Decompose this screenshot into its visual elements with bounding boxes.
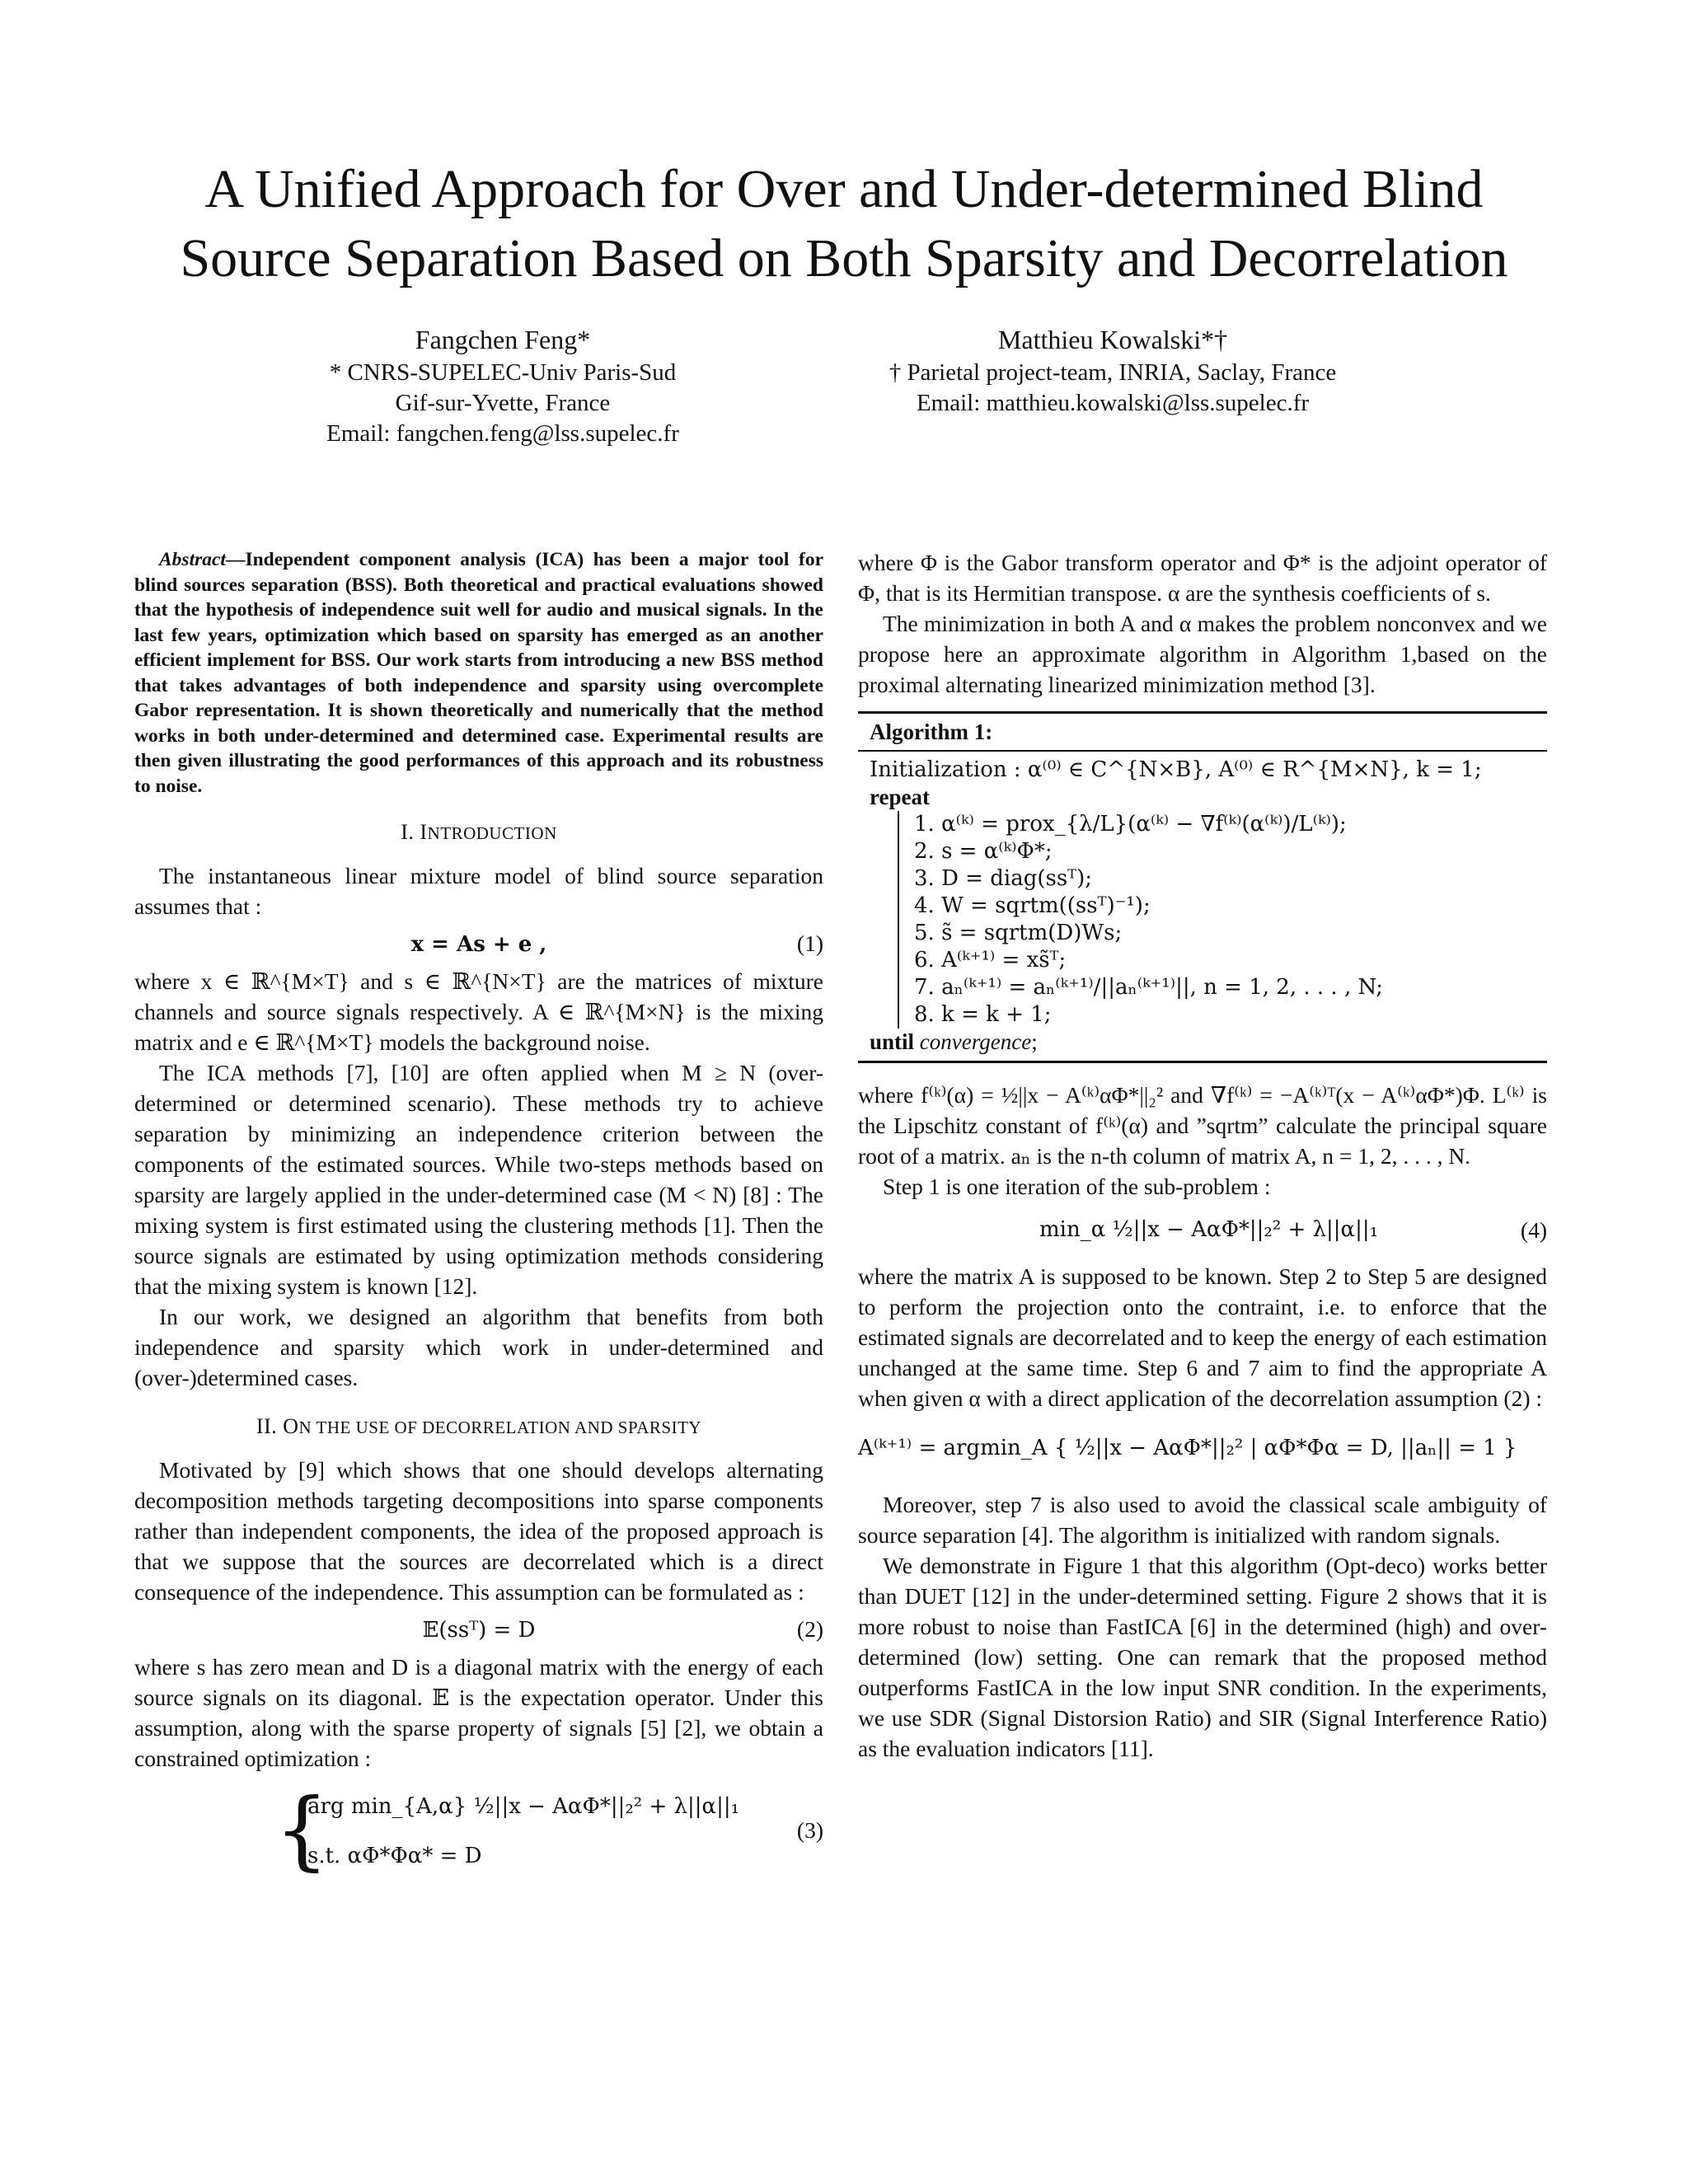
abstract-text: —Independent component analysis (ICA) has been a major tool for blind sources separation (BSS). Both theoretical and practical evaluations showed that the hypothesis of independence suit well for audio and musical signals. In the last few years, optimization which based on sparsity has emerged as an another efficient implement for BSS. Our work starts from introducing a new BSS method that takes advantages of both independence and sparsity using overcomplete Gabor representation. It is shown theoretically and numerically that the method works in both under-determined and determined case. Experimental results are then given illustrating the good performances of this approach and its robustness to noise. <box>134 549 823 797</box>
algorithm-step: 2. s = α⁽ᵏ⁾Φ*; <box>914 839 1053 864</box>
algorithm-step: 7. aₙ⁽ᵏ⁺¹⁾ = aₙ⁽ᵏ⁺¹⁾/||aₙ⁽ᵏ⁺¹⁾||, n = 1, 2, . . . , N; <box>914 975 1384 1000</box>
title-line-1: A Unified Approach for Over and Under-determined Blind <box>204 159 1484 219</box>
author-block-1 <box>247 321 758 449</box>
left-column <box>134 547 823 1889</box>
equation-3 <box>134 1779 823 1881</box>
section-first-letter: I <box>420 820 428 844</box>
right-paragraph-6: Moreover, step 7 is also used to avoid the classical scale ambiguity of source separation [4]. The algorithm is initialized with random signals. <box>858 1492 1547 1548</box>
author-affiliation: † Parietal project-team, INRIA, Saclay, France <box>889 359 1337 386</box>
equation-5 <box>858 1422 1547 1479</box>
equation-3-line-2: s.t. αΦ*Φα* = D <box>307 1844 482 1868</box>
equation-3-brace: { <box>274 1779 330 1880</box>
right-column <box>858 547 1547 1764</box>
author-email: Email: fangchen.feng@lss.supelec.fr <box>326 420 679 447</box>
right-paragraph-2: The minimization in both A and α makes the problem nonconvex and we propose here an approximate algorithm in Algorithm 1,based on the proximal alternating linearized minimization method [3]. <box>858 611 1547 697</box>
equation-2-body: 𝔼(ssᵀ) = D <box>422 1618 536 1643</box>
section-first-letter: O <box>283 1414 299 1438</box>
equation-2 <box>134 1612 823 1647</box>
section-numeral: I. <box>401 820 420 844</box>
equation-1-body: x = As + e , <box>410 932 547 957</box>
section-rest: NTRODUCTION <box>427 823 557 843</box>
intro-paragraph-4: In our work, we designed an algorithm that benefits from both independence and sparsity which work in under-determined and (over-)determined cases. <box>134 1304 823 1390</box>
algorithm-until <box>870 1029 1536 1056</box>
abstract <box>134 547 823 799</box>
equation-5-body: A⁽ᵏ⁺¹⁾ = argmin_A { ½||x − AαΦ*||₂² | αΦ*Φα = D, ||aₙ|| = 1 } <box>858 1436 1517 1460</box>
decorr-paragraph-1: Motivated by [9] which shows that one should develops alternating decomposition methods targeting decompositions into sparse components rather than independent components, the idea of the proposed approach is that we suppose that the sources are decorrelated which is a direct consequence of the independence. This assumption can be formulated as : <box>134 1457 823 1605</box>
algorithm-1 <box>858 711 1547 1063</box>
author-name: Fangchen Feng* <box>415 325 591 354</box>
equation-4-number: (4) <box>1520 1217 1547 1243</box>
equation-1-number: (1) <box>796 930 823 956</box>
equation-4-body: min_α ½||x − AαΦ*||₂² + λ||α||₁ <box>1039 1217 1379 1242</box>
intro-paragraph-3: The ICA methods [7], [10] are often applied when M ≥ N (over-determined or determined scenario). These methods try to achieve separation by minimizing an independence criterion between the components of the estimated sources. While two-steps methods based on sparsity are largely applied in the under-determined case (M < N) [8] : The mixing system is first estimated using the clustering methods [1]. Then the source signals are estimated by using optimization methods considering that the mixing system is known [12]. <box>134 1060 823 1299</box>
algorithm-body <box>858 752 1547 1061</box>
section-rest: N THE USE OF DECORRELATION AND SPARSITY <box>298 1418 702 1437</box>
algorithm-init: Initialization : α⁽⁰⁾ ∈ C^{N×B}, A⁽⁰⁾ ∈ R^{M×N}, k = 1; <box>870 757 1482 782</box>
decorr-paragraph-2: where s has zero mean and D is a diagonal matrix with the energy of each source signals on its diagonal. 𝔼 is the expectation operator. Under this assumption, along with the sparse property of signals [5] [2], we obtain a constrained optimization : <box>134 1654 823 1771</box>
abstract-lead: Abstract <box>159 549 226 570</box>
equation-1 <box>134 926 823 961</box>
section-numeral: II. <box>256 1414 284 1438</box>
author-location: Gif-sur-Yvette, France <box>395 390 611 416</box>
algorithm-until-end: ; <box>1031 1029 1038 1054</box>
right-paragraph-4: Step 1 is one iteration of the sub-problem : <box>883 1174 1271 1199</box>
equation-2-number: (2) <box>796 1616 823 1642</box>
author-block-2 <box>832 321 1393 419</box>
author-email: Email: matthieu.kowalski@lss.supelec.fr <box>916 390 1310 416</box>
algorithm-step: 6. A⁽ᵏ⁺¹⁾ = xs̃ᵀ; <box>914 948 1067 972</box>
author-affiliation: * CNRS-SUPELEC-Univ Paris-Sud <box>329 359 677 386</box>
algorithm-step: 5. s̃ = sqrtm(D)Ws; <box>914 921 1123 945</box>
equation-3-number: (3) <box>796 1817 823 1843</box>
section-heading-decorrelation <box>134 1411 823 1443</box>
equation-3-line-1: arg min_{A,α} ½||x − AαΦ*||₂² + λ||α||₁ <box>307 1794 740 1819</box>
right-paragraph-5: where the matrix A is supposed to be known. Step 2 to Step 5 are designed to perform the projection onto the contraint, i.e. to enforce that the estimated signals are decorrelated and to keep the energy of each estimation unchanged at the same time. Step 6 and 7 aim to find the appropriate A when given α with a direct application of the decorrelation assumption (2) : <box>858 1263 1547 1411</box>
title-line-2: Source Separation Based on Both Sparsity and Decorrelation <box>180 228 1508 288</box>
algorithm-step: 1. α⁽ᵏ⁾ = prox_{λ/L}(α⁽ᵏ⁾ − ∇f⁽ᵏ⁾(α⁽ᵏ⁾)/L⁽ᵏ⁾); <box>914 812 1347 837</box>
algorithm-title: Algorithm 1: <box>858 714 1547 752</box>
algorithm-steps <box>898 811 1536 1029</box>
right-paragraph-1: where Φ is the Gabor transform operator and Φ* is the adjoint operator of Φ, that is its Hermitian transpose. α are the synthesis coefficients of s. <box>858 550 1547 606</box>
algorithm-until-condition: convergence <box>919 1029 1032 1054</box>
paper-title <box>115 155 1573 293</box>
intro-paragraph-1: The instantaneous linear mixture model of blind source separation assumes that : <box>134 863 823 919</box>
equation-4 <box>858 1208 1547 1254</box>
algorithm-step: 4. W = sqrtm((ssᵀ)⁻¹); <box>914 893 1151 918</box>
algorithm-until-keyword: until <box>870 1029 915 1054</box>
right-paragraph-7: We demonstrate in Figure 1 that this algorithm (Opt-deco) works better than DUET [12] in the under-determined setting. Figure 2 shows that it is more robust to noise than FastICA [6] in the determined (high) and over-determined (low) setting. One can remark that the proposed method outperforms FastICA in the low input SNR condition. In the experiments, we use SDR (Signal Distorsion Ratio) and SIR (Signal Interference Ratio) as the evaluation indicators [11]. <box>858 1553 1547 1761</box>
intro-paragraph-2: where x ∈ ℝ^{M×T} and s ∈ ℝ^{N×T} are the matrices of mixture channels and source signals respectively. A ∈ ℝ^{M×N} is the mixing matrix and e ∈ ℝ^{M×T} models the background noise. <box>134 968 823 1055</box>
algorithm-repeat: repeat <box>870 785 930 809</box>
author-name: Matthieu Kowalski*† <box>997 325 1228 354</box>
right-paragraph-3: where f⁽ᵏ⁾(α) = ½||x − A⁽ᵏ⁾αΦ*||₂² and ∇f⁽ᵏ⁾ = −A⁽ᵏ⁾ᵀ(x − A⁽ᵏ⁾αΦ*)Φ. L⁽ᵏ⁾ is the Lipschitz constant of f⁽ᵏ⁾(α) and ”sqrtm” calculate the principal square root of a matrix. aₙ is the n-th column of matrix A, n = 1, 2, . . . , N. <box>858 1082 1547 1169</box>
section-heading-intro <box>134 817 823 849</box>
algorithm-step: 3. D = diag(ssᵀ); <box>914 866 1092 891</box>
algorithm-step: 8. k = k + 1; <box>914 1002 1052 1027</box>
